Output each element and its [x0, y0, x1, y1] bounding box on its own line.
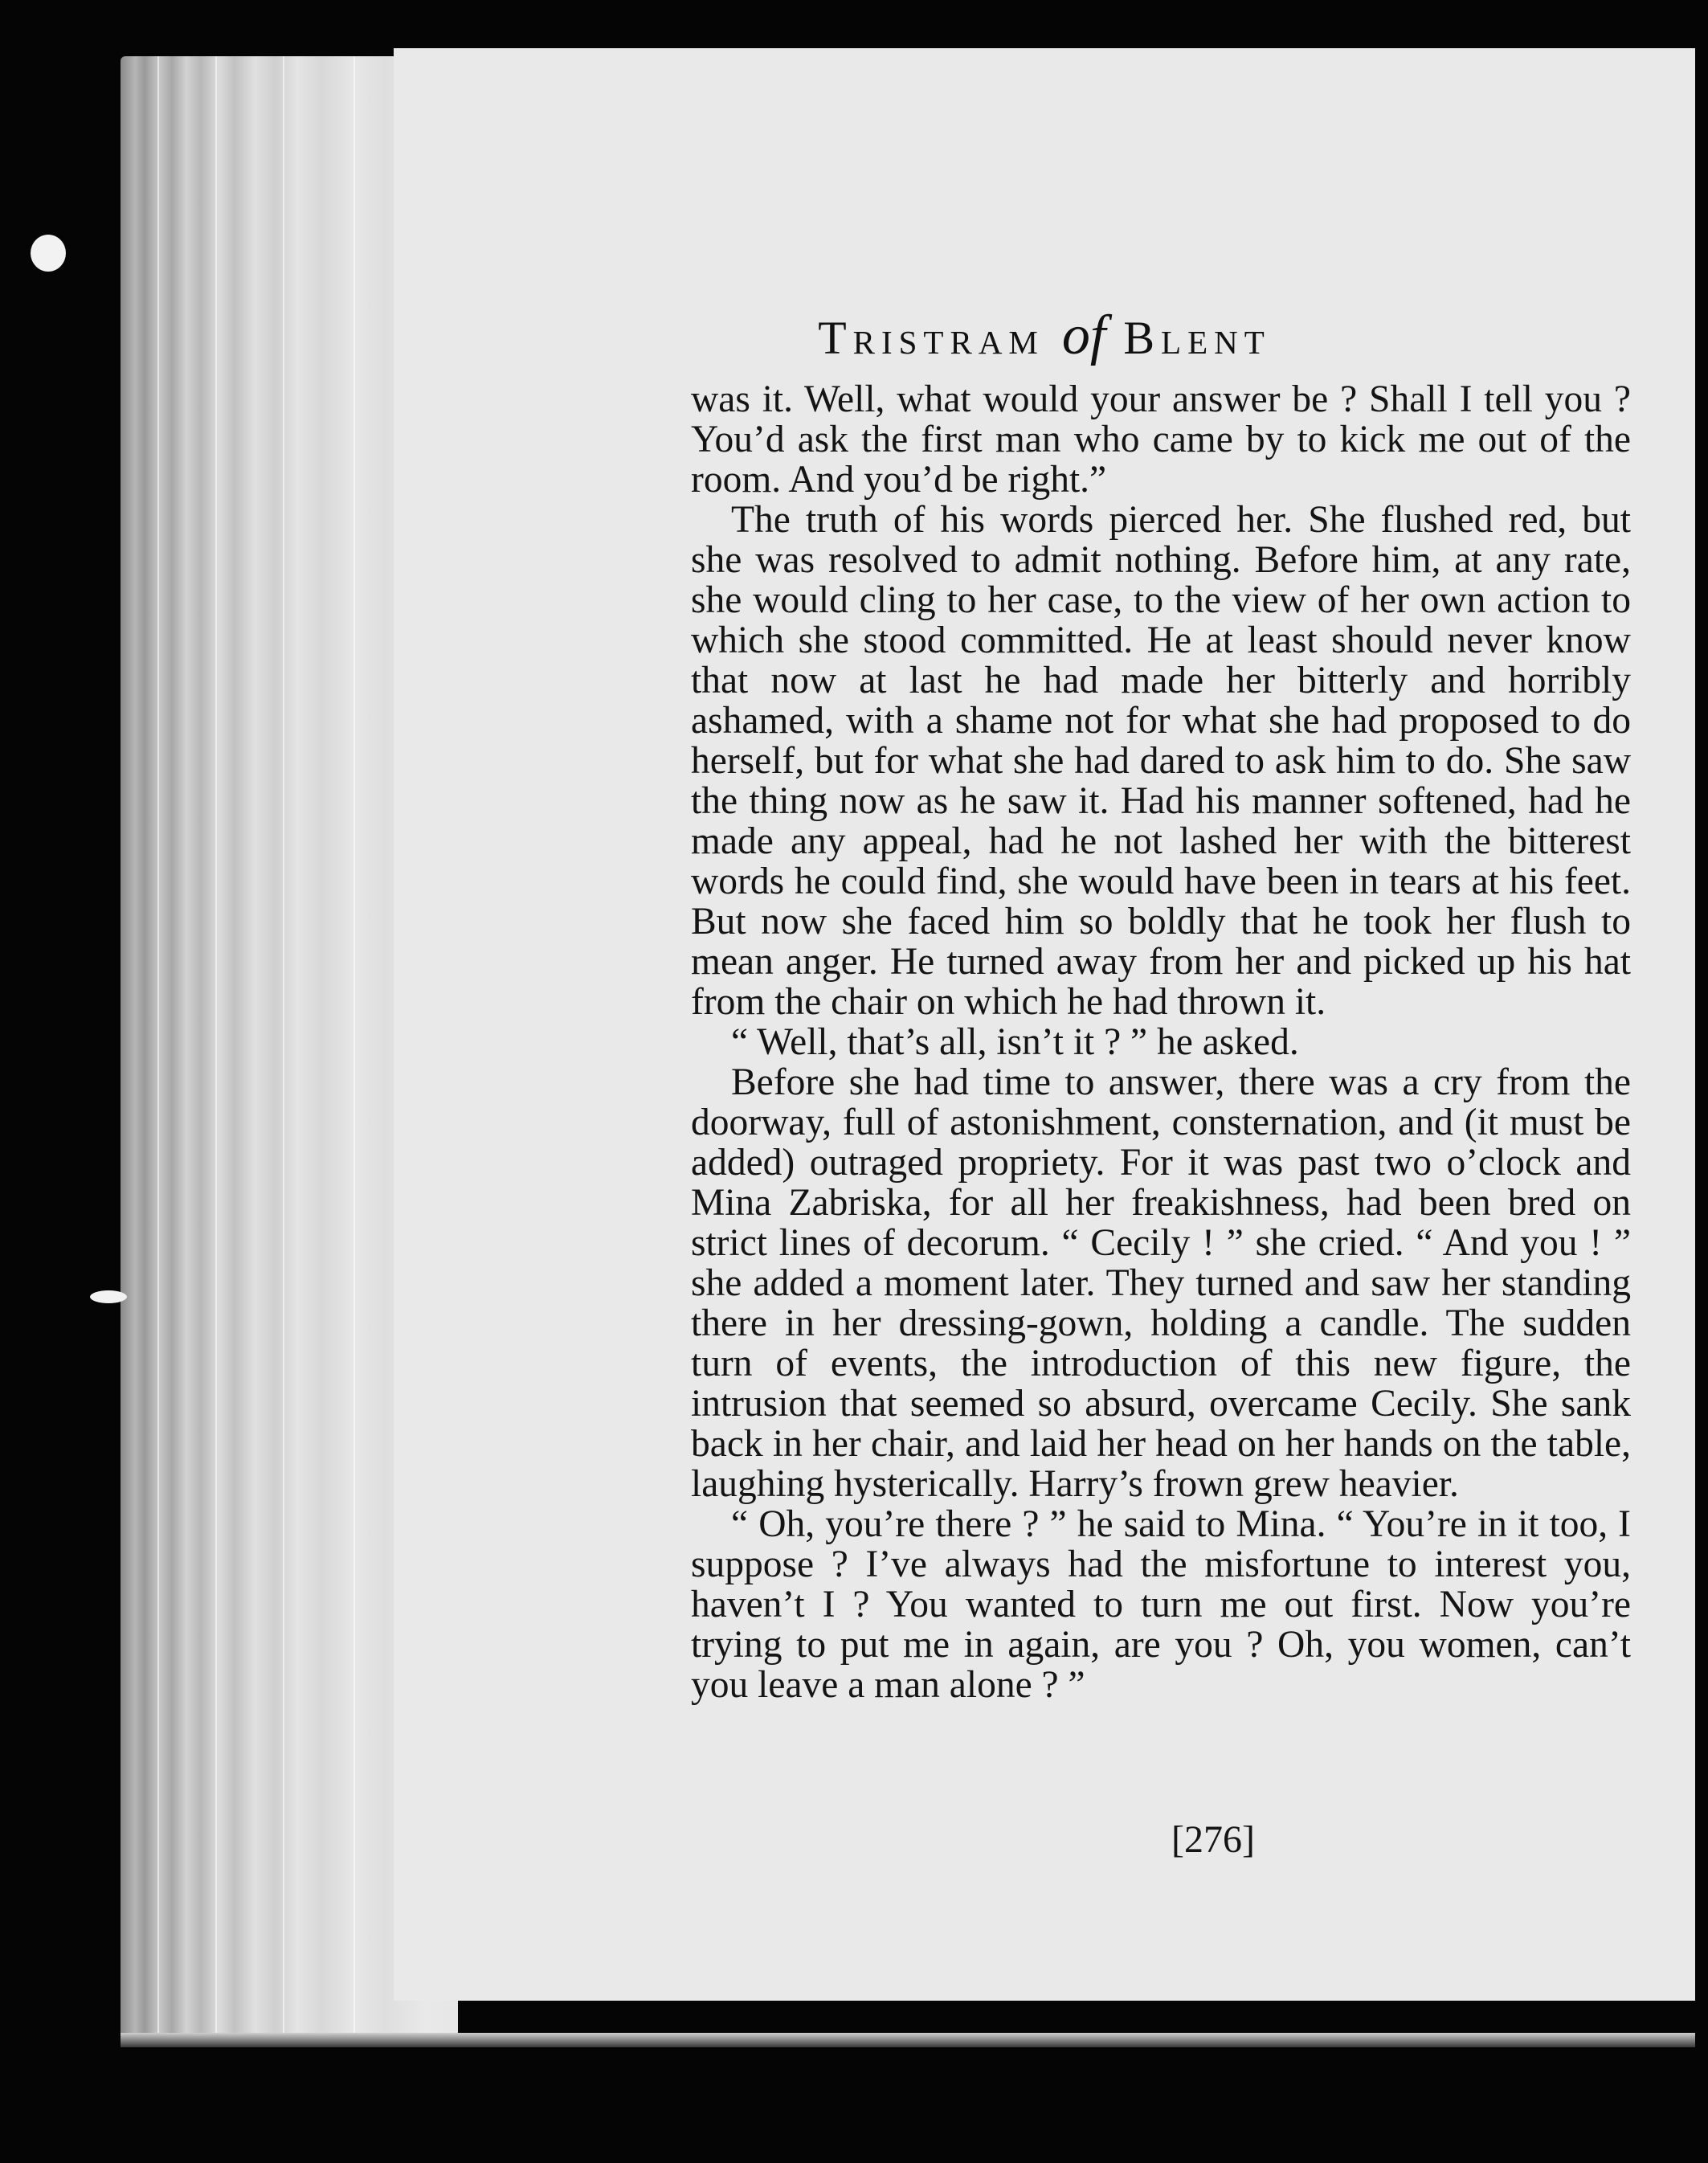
page-edge-line: [353, 56, 355, 2041]
running-head-title: Tristram: [818, 312, 1044, 364]
paragraph: was it. Well, what would your answer be ? Shall I tell you ? You’d ask the first man who came by to kick me out of the room. And you’d be right.”: [691, 378, 1631, 501]
page-edge-line: [283, 56, 284, 2041]
paragraph: Before she had time to answer, there was a cry from the doorway, full of astonishment, consternation, and (it must be added) outraged propriety. For it was past two o’clock and Mina Zabriska, for all her freakishness, had been bred on strict lines of decorum. “ Cecily ! ” she cried. “ And you ! ” she added a moment later. They turned and saw her standing there in her dressing-gown, holding a candle. The sudden turn of events, the introduction of this new figure, the intrusion that seemed so absurd, overcame Cecily. She sank back in her chair, and laid her head on her hands on the table, laughing hysterically. Harry’s frown grew heavier.: [691, 1061, 1631, 1505]
page-number: [276]: [1171, 1818, 1255, 1861]
paragraph: “ Well, that’s all, isn’t it ? ” he asked.: [731, 1021, 1299, 1063]
scan-speck: [90, 1290, 127, 1303]
paragraph: “ Oh, you’re there ? ” he said to Mina. “ You’re in it too, I suppose ? I’ve always had the misfortune to interest you, haven’t I ? You wanted to turn me out first. Now you’re trying to put me in again, are you ? Oh, you women, can’t you leave a man alone ? ”: [691, 1503, 1631, 1706]
page-edge-line: [215, 56, 217, 2041]
paragraph: The truth of his words pierced her. She flushed red, but she was resolved to admit nothing. Before him, at any rate, she would cling to her case, to the view of her own action to which she stood committed. He at least should never know that now at last he had made her bitterly and horribly ashamed, with a shame not for what she had proposed to do herself, but for what she had dared to ask him to do. She saw the thing now as he saw it. Had his manner softened, had he made any appeal, had he not lashed her with the bitterest words he could find, she would have been in tears at his feet. But now she faced him so boldly that he took her flush to mean anger. He turned away from her and picked up his hat from the chair on which he had thrown it.: [691, 499, 1631, 1023]
running-head-title-end: Blent: [1123, 312, 1271, 364]
running-head: [394, 304, 1695, 368]
body-text: [691, 379, 1631, 1705]
running-head-of: of: [1061, 305, 1106, 366]
page-bottom-edge: [121, 2033, 1695, 2047]
book-page: [394, 48, 1695, 2001]
page-edge-line: [157, 56, 159, 2041]
scan-speck: [31, 235, 66, 272]
